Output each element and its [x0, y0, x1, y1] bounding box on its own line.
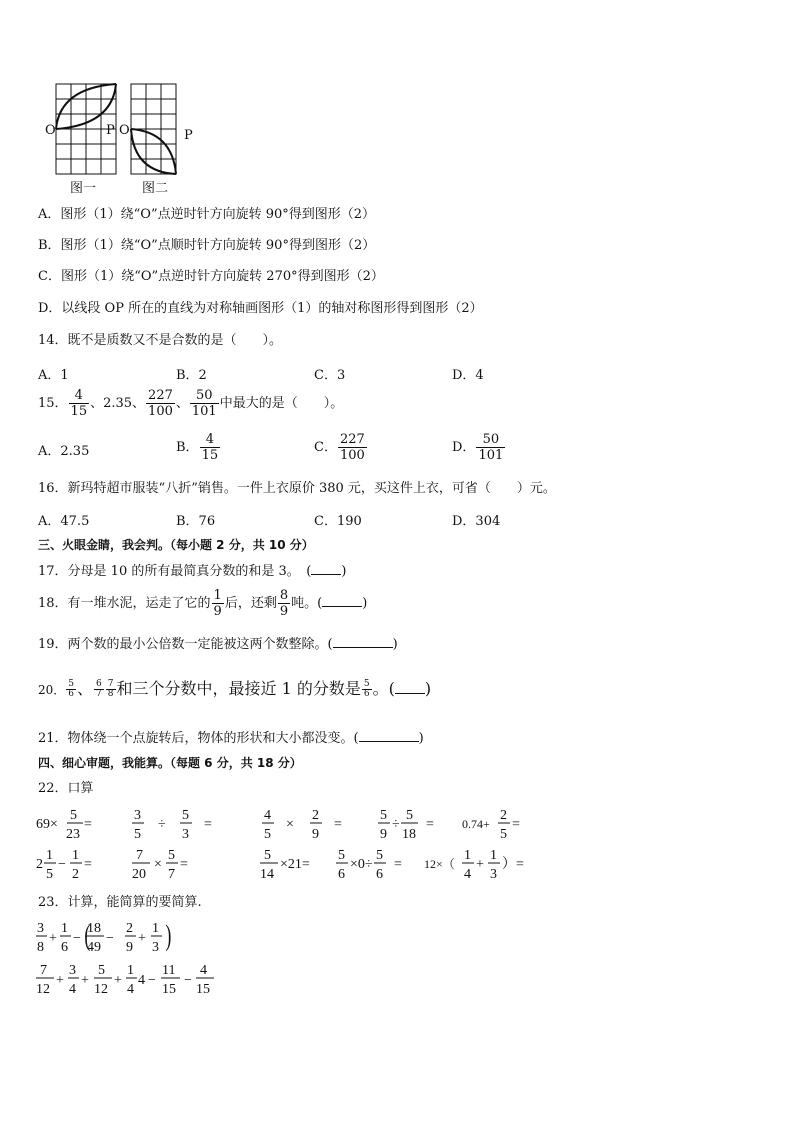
svg-text:÷: ÷ [392, 817, 400, 832]
q23-expressions [34, 914, 254, 1006]
section-3-heading: 三、火眼金睛，我会判。（每小题 2 分，共 10 分） [38, 538, 314, 552]
svg-text:3: 3 [182, 827, 189, 842]
svg-text:×: × [286, 817, 294, 832]
svg-text:8: 8 [37, 940, 44, 955]
svg-text:5: 5 [182, 808, 189, 823]
svg-text:(: ( [84, 919, 91, 953]
svg-text:2: 2 [312, 808, 319, 823]
svg-text:1: 1 [72, 848, 79, 863]
svg-text:9: 9 [380, 827, 387, 842]
svg-text:1: 1 [464, 848, 471, 863]
svg-text:20: 20 [132, 867, 146, 882]
svg-text:5: 5 [46, 867, 53, 882]
svg-text:18: 18 [87, 921, 101, 936]
svg-text:1: 1 [61, 921, 68, 936]
svg-text:5: 5 [70, 808, 77, 823]
svg-text:−: − [184, 973, 192, 988]
svg-text:12: 12 [94, 982, 108, 997]
label-o-2: O [119, 123, 130, 138]
fraction: $\frac{4}{15}$ [70, 388, 88, 419]
svg-text:5: 5 [134, 827, 141, 842]
svg-text:4: 4 [127, 982, 134, 997]
svg-text:2: 2 [36, 857, 43, 872]
svg-text:7: 7 [40, 963, 47, 978]
svg-text:2: 2 [500, 808, 507, 823]
q16-option-c: C．190 [314, 514, 362, 529]
q22-expressions [36, 800, 556, 890]
svg-text:=: = [84, 857, 92, 872]
caption-figure-2: 图二 [142, 181, 169, 196]
q14-option-b: B．2 [176, 368, 207, 383]
svg-text:=: = [394, 857, 402, 872]
svg-text:=: = [512, 817, 520, 832]
svg-text:+: + [56, 973, 64, 988]
svg-text:−: − [148, 973, 156, 988]
svg-text:+: + [138, 931, 146, 946]
svg-text:11: 11 [162, 963, 176, 978]
label-p-1: P [106, 123, 115, 138]
svg-text:): ) [165, 919, 172, 953]
svg-text:5: 5 [380, 808, 387, 823]
section-4-heading: 四、细心审题，我能算。（每题 6 分，共 18 分） [38, 756, 302, 770]
q15-option-d: D． $\frac{50}{101}$ [452, 432, 504, 463]
q15-option-b: B． $\frac{4}{15}$ [176, 432, 219, 463]
q18: 18．有一堆水泥，运走了它的 $\frac{1}{9}$ 后，还剩 $\frac{8}{9}$ 吨。( ) [38, 588, 368, 619]
svg-text:=: = [426, 817, 434, 832]
q17: 17．分母是 10 的所有最简真分数的和是 3。 ( ) [38, 564, 347, 579]
svg-text:6: 6 [376, 867, 383, 882]
fraction: $\frac{50}{101}$ [191, 388, 217, 419]
svg-text:×21=: ×21= [280, 857, 310, 872]
caption-figure-1: 图一 [70, 181, 97, 196]
svg-text:4: 4 [200, 963, 207, 978]
svg-text:1: 1 [152, 921, 159, 936]
q21: 21．物体绕一个点旋转后，物体的形状和大小都没变。( ) [38, 731, 424, 746]
svg-text:5: 5 [338, 848, 345, 863]
svg-text:12: 12 [36, 982, 50, 997]
q20: 20． $\frac{5}{6}$ 、 $\frac{6}{7}$ $\frac{7}{8}$ 和三个分数中，最接近 1 的分数是 $\frac{5}{6}$ 。( ) [38, 679, 432, 699]
q14-option-c: C．3 [314, 368, 346, 383]
svg-text:4: 4 [138, 973, 145, 988]
svg-text:5: 5 [98, 963, 105, 978]
svg-text:4: 4 [464, 867, 471, 882]
svg-text:3: 3 [134, 808, 141, 823]
svg-text:0.74+: 0.74+ [462, 817, 490, 831]
svg-text:4: 4 [69, 982, 76, 997]
q13-option-a: A．图形（1）绕“O”点逆时针方向旋转 90°得到图形（2） [38, 207, 376, 222]
svg-text:2: 2 [126, 921, 133, 936]
svg-text:9: 9 [126, 940, 133, 955]
svg-text:+: + [476, 857, 484, 872]
svg-text:5: 5 [264, 827, 271, 842]
svg-text:5: 5 [376, 848, 383, 863]
svg-text:5: 5 [168, 848, 175, 863]
q15-option-a: A．2.35 [38, 444, 90, 459]
svg-text:+: + [49, 931, 57, 946]
svg-text:1: 1 [490, 848, 497, 863]
svg-text:69×: 69× [36, 817, 58, 832]
svg-text:3: 3 [490, 867, 497, 882]
q13-option-c: C．图形（1）绕“O”点逆时针方向旋转 270°得到图形（2） [38, 269, 384, 284]
svg-text:3: 3 [69, 963, 76, 978]
q16-option-b: B．76 [176, 514, 216, 529]
svg-text:−: − [73, 931, 81, 946]
q22-title: 22．口算 [38, 781, 94, 796]
svg-text:14: 14 [260, 867, 274, 882]
svg-text:×: × [154, 857, 162, 872]
svg-text:×0÷: ×0÷ [350, 857, 373, 872]
fraction: $\frac{227}{100}$ [148, 388, 173, 419]
svg-text:5: 5 [264, 848, 271, 863]
svg-text:15: 15 [162, 982, 176, 997]
svg-text:5: 5 [406, 808, 413, 823]
svg-text:12×（: 12×（ [424, 857, 455, 871]
svg-text:6: 6 [61, 940, 68, 955]
svg-text:49: 49 [87, 940, 101, 955]
svg-text:）=: ）= [502, 857, 524, 872]
svg-text:=: = [180, 857, 188, 872]
q14-stem: 14．既不是质数又不是合数的是（ ）。 [38, 333, 283, 348]
svg-text:−: − [58, 857, 66, 872]
q16-option-a: A．47.5 [38, 514, 90, 529]
q19: 19．两个数的最小公倍数一定能被这两个数整除。( ) [38, 637, 398, 652]
q14-option-d: D．4 [452, 368, 484, 383]
svg-text:+: + [114, 973, 122, 988]
label-p-2: P [184, 128, 193, 143]
svg-text:6: 6 [338, 867, 345, 882]
svg-text:5: 5 [500, 827, 507, 842]
svg-text:7: 7 [136, 848, 143, 863]
svg-text:3: 3 [152, 940, 159, 955]
svg-text:+: + [81, 973, 89, 988]
svg-text:23: 23 [66, 827, 80, 842]
q15-stem: 15． $\frac{4}{15}$ 、2.35、 $\frac{227}{100}$ 、 $\frac{50}{101}$ 中最大的是（ ）。 [38, 388, 344, 419]
svg-text:=: = [84, 817, 92, 832]
svg-text:−: − [106, 931, 114, 946]
svg-text:2: 2 [72, 867, 79, 882]
svg-text:18: 18 [402, 827, 416, 842]
q13-option-d: D．以线段 OP 所在的直线为对称轴画图形（1）的轴对称图形得到图形（2） [38, 301, 483, 316]
q16-option-d: D．304 [452, 514, 501, 529]
q13-option-b: B．图形（1）绕“O”点顺时针方向旋转 90°得到图形（2） [38, 238, 376, 253]
q15-option-c: C． $\frac{227}{100}$ [314, 432, 365, 463]
svg-text:7: 7 [168, 867, 175, 882]
q14-option-a: A．1 [38, 368, 69, 383]
q16-stem: 16．新玛特超市服装“八折”销售。一件上衣原价 380 元，买这件上衣，可省（ ）元。 [38, 481, 556, 496]
svg-text:=: = [334, 817, 342, 832]
svg-text:9: 9 [312, 827, 319, 842]
q23-title: 23．计算，能简算的要简算. [38, 895, 202, 910]
svg-text:3: 3 [37, 921, 44, 936]
svg-text:÷: ÷ [158, 817, 166, 832]
svg-text:1: 1 [127, 963, 134, 978]
label-o-1: O [45, 123, 56, 138]
svg-text:15: 15 [196, 982, 210, 997]
svg-text:1: 1 [46, 848, 53, 863]
svg-text:=: = [204, 817, 212, 832]
svg-text:4: 4 [264, 808, 271, 823]
